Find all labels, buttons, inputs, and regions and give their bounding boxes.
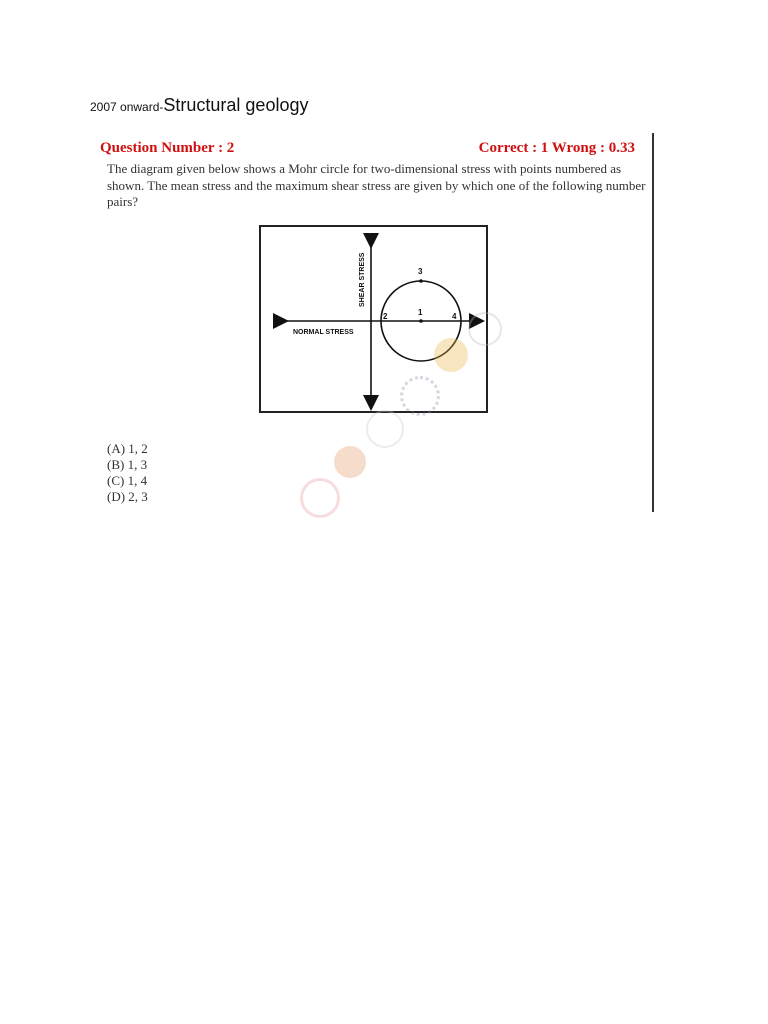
question-text: The diagram given below shows a Mohr circle for two-dimensional stress with points numbered as shown. The mean stress and the maximum shear stress are given by which one of the following number pairs? <box>107 161 646 209</box>
answer-options <box>107 441 148 505</box>
point-4-label: 4 <box>452 312 457 321</box>
normal-stress-label: NORMAL STRESS <box>293 329 354 336</box>
watermark-logo <box>400 376 440 416</box>
document-heading <box>90 95 308 116</box>
mohr-circle-diagram <box>259 225 488 413</box>
option-c[interactable]: (C) 1, 4 <box>107 473 148 488</box>
watermark-logo <box>468 312 502 346</box>
point-1-marker <box>419 319 423 323</box>
question-number: Question Number : 2 <box>100 140 235 156</box>
point-1-label: 1 <box>418 308 423 317</box>
heading-prefix: 2007 onward- <box>90 100 164 114</box>
shear-stress-label: SHEAR STRESS <box>359 252 366 307</box>
watermark-logo <box>434 338 468 372</box>
option-d[interactable]: (D) 2, 3 <box>107 489 148 504</box>
watermark-logo <box>366 410 404 448</box>
heading-subject: Structural geology <box>163 95 309 115</box>
point-3-marker <box>419 279 423 283</box>
option-b[interactable]: (B) 1, 3 <box>107 457 148 472</box>
mohr-circle-svg <box>261 227 486 411</box>
watermark-logo <box>300 478 340 518</box>
point-3-label: 3 <box>418 267 423 276</box>
option-a[interactable]: (A) 1, 2 <box>107 441 148 456</box>
marking-scheme: Correct : 1 Wrong : 0.33 <box>478 140 635 156</box>
question-block <box>90 130 655 512</box>
watermark-logo <box>334 446 366 478</box>
point-2-label: 2 <box>383 312 388 321</box>
